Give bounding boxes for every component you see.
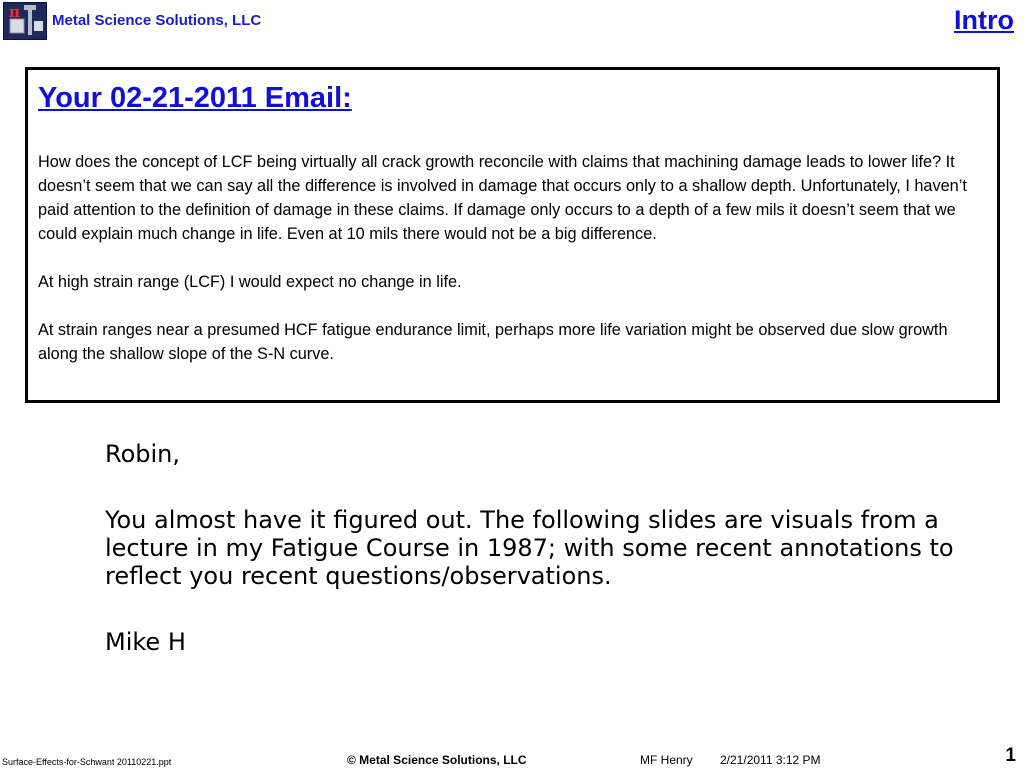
email-title: Your 02-21-2011 Email:	[38, 82, 352, 114]
footer-author: MF Henry	[640, 753, 693, 767]
email-paragraph: At strain ranges near a presumed HCF fatigue endurance limit, perhaps more life variation might be observed due slow growth along the shallow slope of the S-N curve.	[38, 321, 948, 363]
email-box	[25, 67, 1000, 403]
reply-body: You almost have it figured out. The following slides are visuals from a lecture in my Fatigue Course in 1987; with some recent annotations to reflect you recent questions/observations.	[105, 506, 954, 590]
company-logo	[3, 2, 47, 40]
intro-link[interactable]: Intro	[954, 5, 1014, 35]
footer-filename: Surface-Effects-for-Schwant 20110221.ppt	[2, 757, 172, 767]
logo-pi-symbol: π	[9, 3, 20, 21]
footer-copyright: © Metal Science Solutions, LLC	[347, 753, 527, 767]
reply-greeting: Robin,	[105, 440, 181, 468]
email-paragraph: How does the concept of LCF being virtually all crack growth reconcile with claims that machining damage leads to lower life? It doesn’t seem that we can say all the difference is involved in damage that occurs only to a shallow depth. Unfortunately, I haven’t paid attention to the definition of damage in these claims. If damage only occurs to a depth of a few mils it doesn’t seem that we could explain much change in life. Even at 10 mils there would not be a big difference.	[38, 153, 967, 243]
company-name: Metal Science Solutions, LLC	[52, 12, 262, 29]
reply-signature: Mike H	[105, 628, 186, 656]
email-paragraph: At high strain range (LCF) I would expect no change in life.	[38, 273, 462, 291]
page-number: 1	[1005, 745, 1016, 766]
reply-message	[105, 432, 985, 656]
footer-date: 2/21/2011 3:12 PM	[720, 753, 821, 767]
